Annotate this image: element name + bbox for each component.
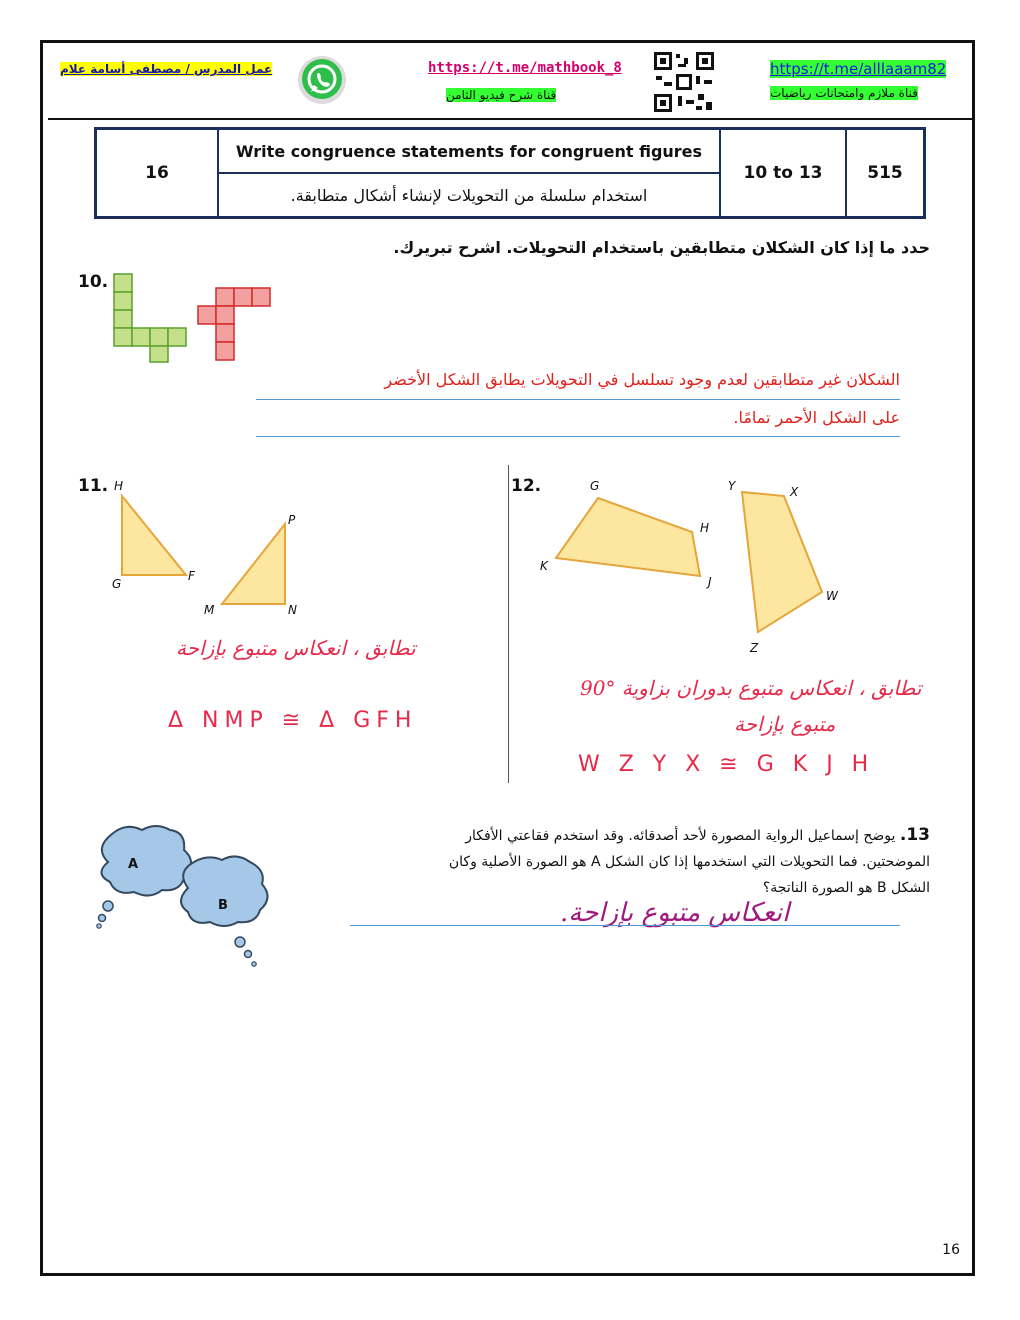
q11-triangles	[100, 472, 320, 622]
q10-rule-2	[256, 436, 900, 437]
label-h: H	[114, 479, 124, 493]
teacher-name: عمل المدرس / مصطفى أسامة علام	[60, 62, 273, 76]
q12-quadrilaterals	[536, 470, 856, 660]
q10-grid-shapes	[112, 272, 274, 364]
bubble-a-label: A	[128, 857, 139, 872]
header-divider	[48, 118, 972, 120]
q13-rule	[350, 925, 900, 926]
q11-hand-answer-1: تطابق ، انعكاس متبوع بإزاحة	[176, 636, 416, 660]
label-p: P	[288, 513, 296, 527]
q13-text	[410, 822, 930, 901]
instruction-text: حدد ما إذا كان الشكلان متطابقين باستخدام التحويلات. اشرح تبريرك.	[393, 238, 930, 257]
q12-hand-answer-1: تطابق ، انعكاس متبوع بدوران بزاوية °90	[580, 676, 922, 700]
label-g: G	[590, 479, 600, 493]
column-divider	[508, 465, 509, 783]
lesson-title-en: Write congruence statements for congruent figures	[218, 129, 720, 174]
whatsapp-icon[interactable]	[296, 54, 348, 106]
q11-hand-answer-2: Δ NMP ≅ Δ GFH	[168, 708, 418, 733]
label-w: W	[826, 589, 838, 603]
telegram-link-alllaaam[interactable]: https://t.me/alllaaam82	[770, 60, 947, 78]
lesson-exercises: 10 to 13	[720, 129, 846, 218]
q12-hand-answer-2: متبوع بإزاحة	[734, 712, 836, 736]
lesson-title-ar: استخدام سلسلة من التحويلات لإنشاء أشكال متطابقة.	[218, 173, 720, 218]
label-m: M	[204, 603, 215, 617]
q10-rule-1	[256, 399, 900, 400]
telegram-link-mathbook[interactable]: https://t.me/mathbook_8	[428, 60, 622, 76]
q13-number: 13.	[899, 825, 930, 845]
lesson-book-page: 515	[846, 129, 925, 218]
q10-answer-line1: الشكلان غير متطابقين لعدم وجود تسلسل في التحويلات يطابق الشكل الأخضر	[384, 370, 900, 389]
label-j: J	[708, 575, 712, 589]
label-z: Z	[750, 641, 759, 655]
telegram-caption-papers: قناة ملازم وامتحانات رياضيات	[770, 86, 918, 100]
qr-code-icon	[652, 50, 716, 114]
q10-number: 10.	[78, 272, 109, 292]
q12-number: 12.	[511, 476, 542, 496]
label-k: K	[540, 559, 548, 573]
page-number: 16	[942, 1242, 960, 1258]
lesson-table	[94, 127, 926, 219]
label-f: F	[188, 569, 195, 583]
label-y: Y	[728, 479, 736, 493]
q11-number: 11.	[78, 476, 109, 496]
q12-hand-answer-3: W Z Y X ≅ G K J H	[578, 752, 875, 777]
label-n: N	[288, 603, 297, 617]
q13-hand-answer: انعكاس متبوع بإزاحة.	[560, 898, 790, 928]
lesson-page-ref: 16	[96, 129, 219, 218]
q13-question: يوضح إسماعيل الرواية المصورة لأحد أصدقائه. وقد استخدم فقاعتي الأفكار الموضحتين. فما التحويلات التي استخدمها إذا كان الشكل A هو الصورة الأصلية وكان الشكل B هو الصورة الناتجة؟	[448, 828, 930, 896]
thought-bubbles	[88, 822, 272, 972]
q10-answer-line2: على الشكل الأحمر تمامًا.	[733, 408, 900, 427]
label-g: G	[112, 577, 122, 591]
telegram-caption-video: قناة شرح فيديو الثامن	[446, 88, 557, 102]
label-h: H	[700, 521, 710, 535]
label-x: X	[790, 485, 799, 499]
bubble-b-label: B	[218, 898, 228, 913]
